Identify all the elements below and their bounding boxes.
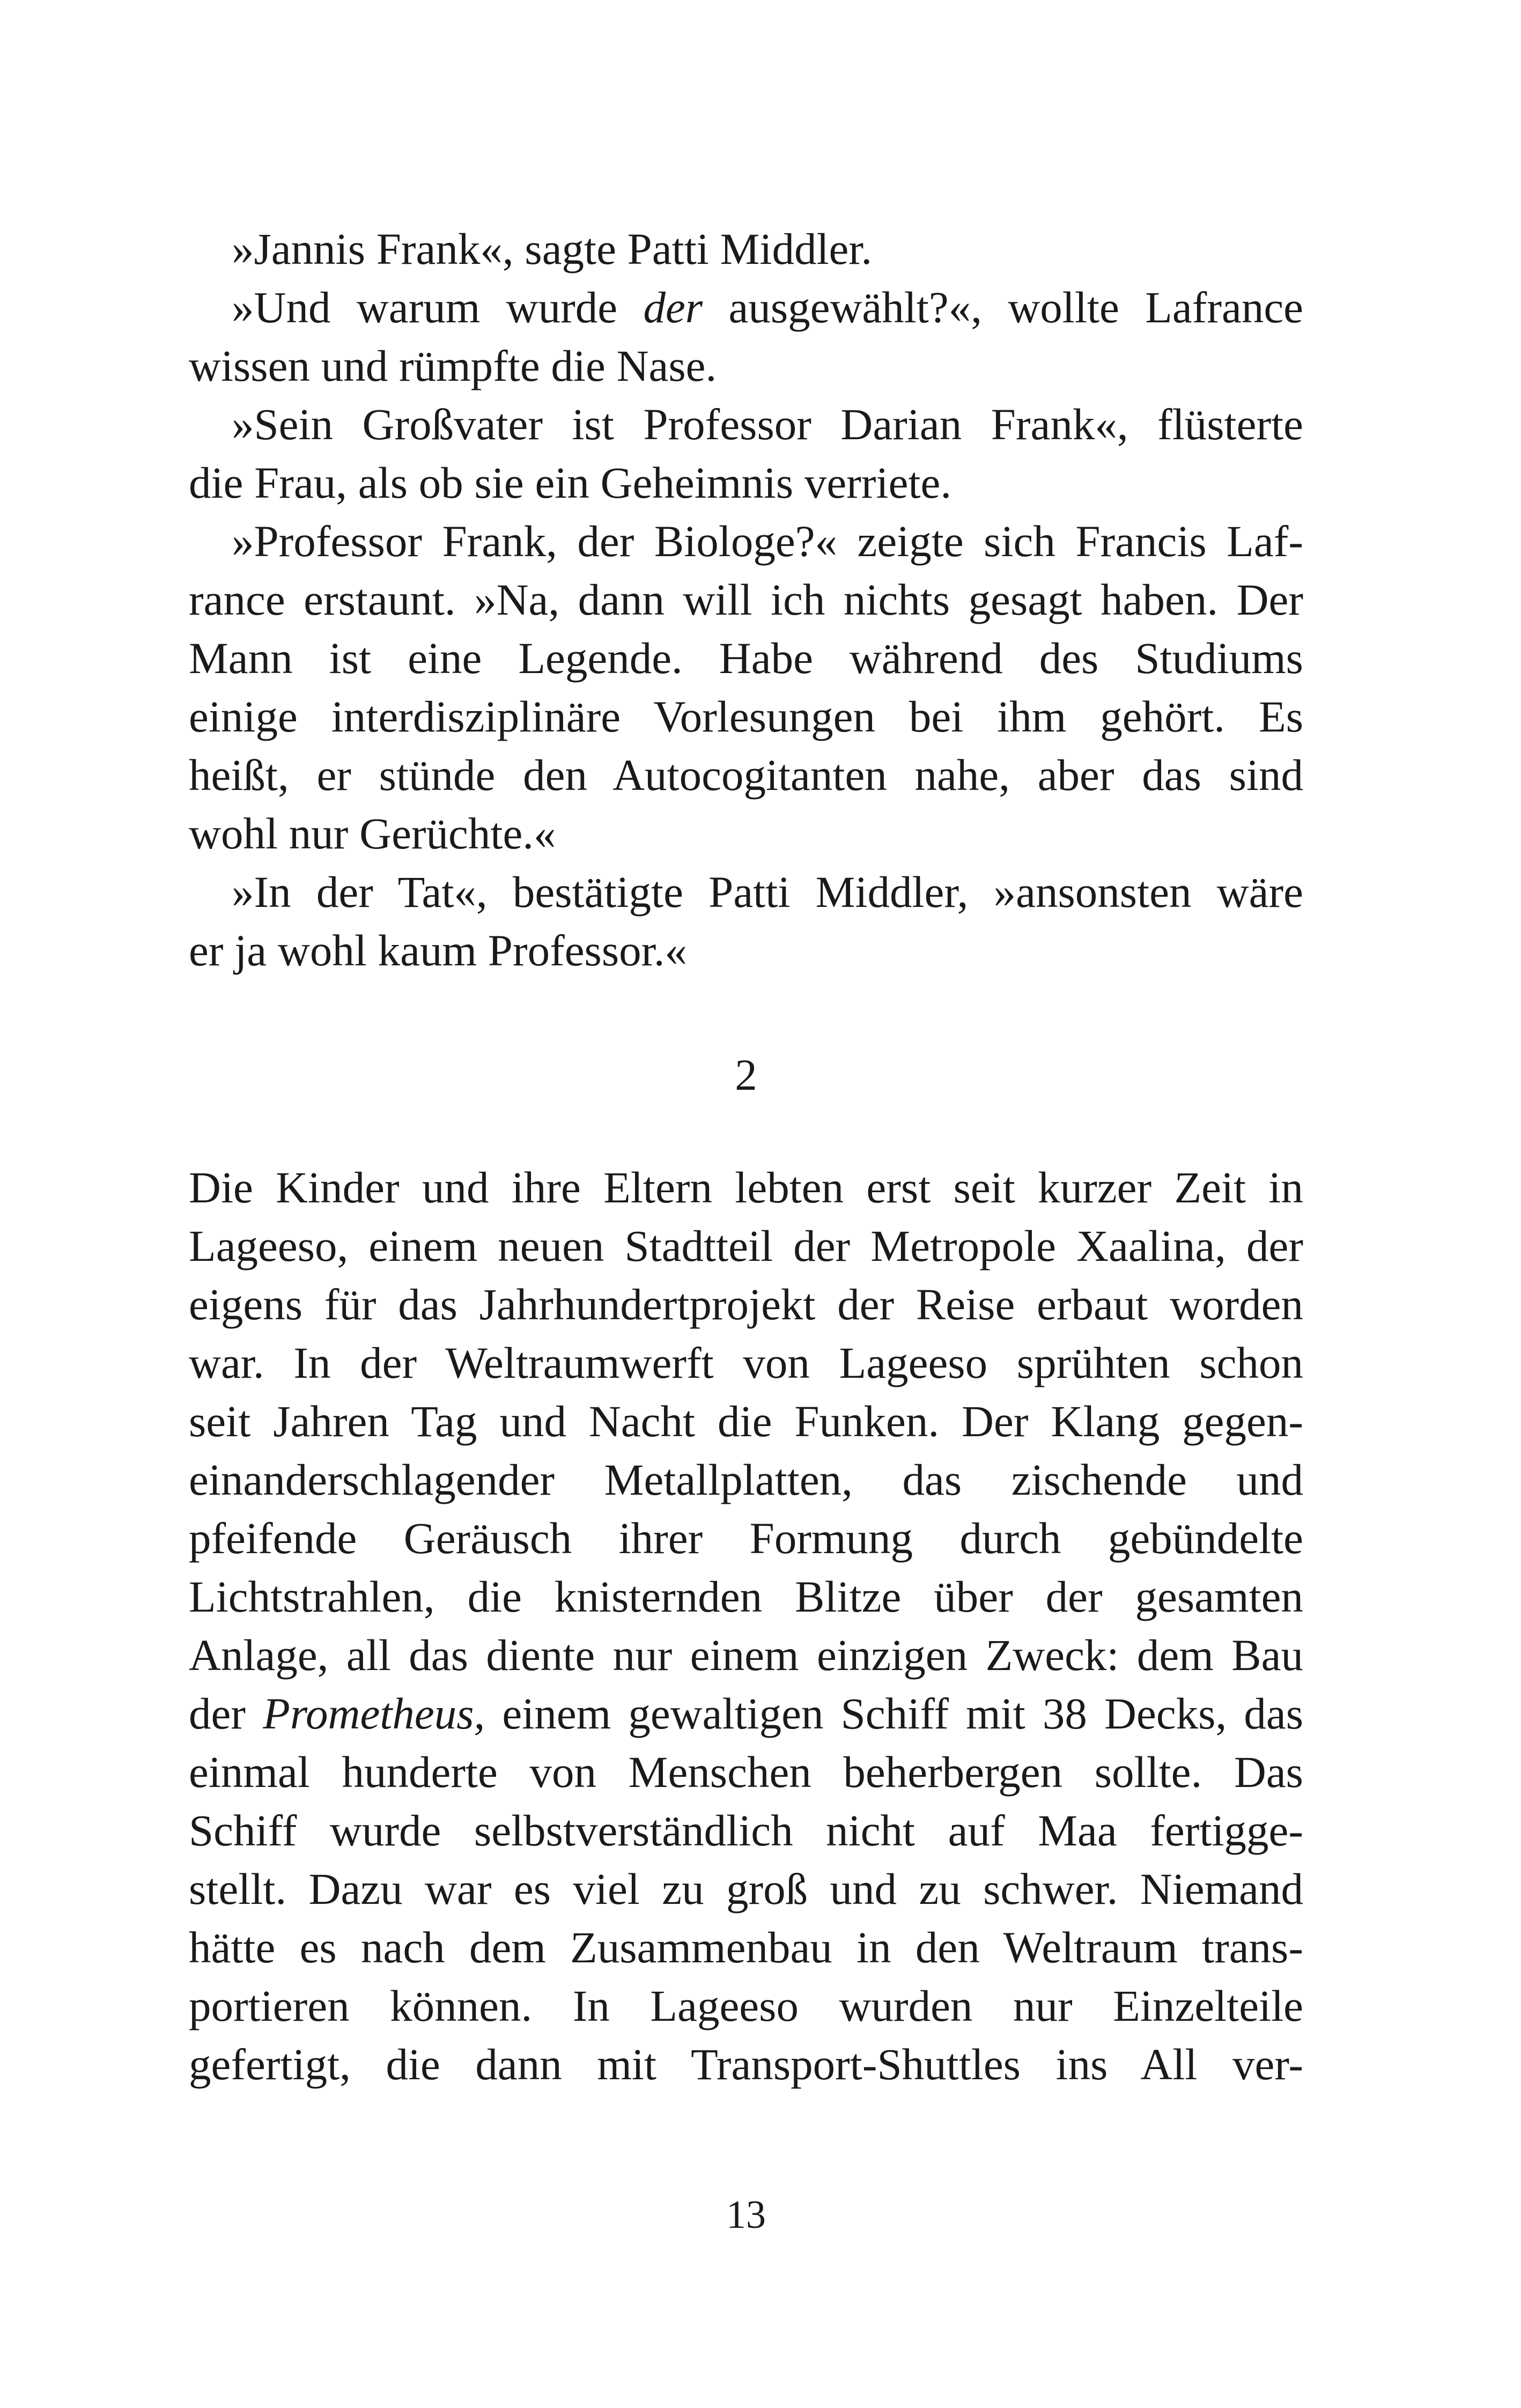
text-line: Anlage, all das diente nur einem einzigen Zweck: dem Bau [189, 1630, 1303, 1680]
text-line: war. In der Weltraumwerft von Lageeso sprühten schon [189, 1338, 1303, 1387]
text-line: die Frau, als ob sie ein Geheimnis verriete. [189, 458, 952, 507]
text-line: einige interdisziplinäre Vorlesungen bei ihm gehört. Es [189, 692, 1303, 741]
text-line: wohl nur Gerüchte.« [189, 809, 556, 858]
text-line: portieren können. In Lageeso wurden nur Einzelteile [189, 1981, 1303, 2030]
emphasis: Prometheus, [263, 1689, 485, 1738]
text-line: stellt. Dazu war es viel zu groß und zu schwer. Niemand [189, 1864, 1303, 1914]
text-run: einem gewaltigen Schiff mit 38 Decks, das [485, 1689, 1303, 1738]
text-line: einanderschlagender Metallplatten, das zischende und [189, 1455, 1303, 1504]
text-line: »Jannis Frank«, sagte Patti Middler. [232, 224, 873, 274]
text-line: eigens für das Jahrhundertprojekt der Reise erbaut worden [189, 1280, 1303, 1329]
emphasis: der [643, 283, 703, 332]
text-line [189, 1685, 1303, 1742]
text-line: pfeifende Geräusch ihrer Formung durch gebündelte [189, 1513, 1303, 1563]
text-run: ausgewählt?«, wollte Lafrance [703, 283, 1303, 332]
text-line: »Sein Großvater ist Professor Darian Frank«, flüsterte [232, 400, 1303, 449]
text-line [232, 278, 1303, 336]
text-line: Lageeso, einem neuen Stadtteil der Metropole Xaalina, der [189, 1221, 1303, 1271]
text-line: seit Jahren Tag und Nacht die Funken. Der Klang gegen- [189, 1397, 1303, 1446]
text-line: Lichtstrahlen, die knisternden Blitze über der gesamten [189, 1572, 1303, 1621]
text-run: »Und warum wurde [232, 283, 644, 332]
text-line: »In der Tat«, bestätigte Patti Middler, »ansonsten wäre [232, 867, 1303, 917]
page-number: 13 [726, 2193, 766, 2237]
text-line: Die Kinder und ihre Eltern lebten erst seit kurzer Zeit in [189, 1163, 1303, 1212]
text-line: einmal hunderte von Menschen beherbergen sollte. Das [189, 1747, 1303, 1797]
text-line: er ja wohl kaum Professor.« [189, 926, 687, 975]
text-run: der [189, 1689, 263, 1738]
text-line: rance erstaunt. »Na, dann will ich nichts gesagt haben. Der [189, 575, 1303, 624]
text-line: »Professor Frank, der Biologe?« zeigte sich Francis Laf- [232, 516, 1303, 566]
text-line: wissen und rümpfte die Nase. [189, 341, 717, 390]
text-line: gefertigt, die dann mit Transport-Shuttles ins All ver- [189, 2040, 1303, 2089]
text-line: Mann ist eine Legende. Habe während des Studiums [189, 633, 1303, 683]
text-line: Schiff wurde selbstverständlich nicht auf Maa fertigge- [189, 1806, 1303, 1855]
text-line: heißt, er stünde den Autocogitanten nahe, aber das sind [189, 750, 1303, 800]
chapter-number: 2 [735, 1050, 757, 1099]
text-line: hätte es nach dem Zusammenbau in den Weltraum trans- [189, 1923, 1303, 1972]
